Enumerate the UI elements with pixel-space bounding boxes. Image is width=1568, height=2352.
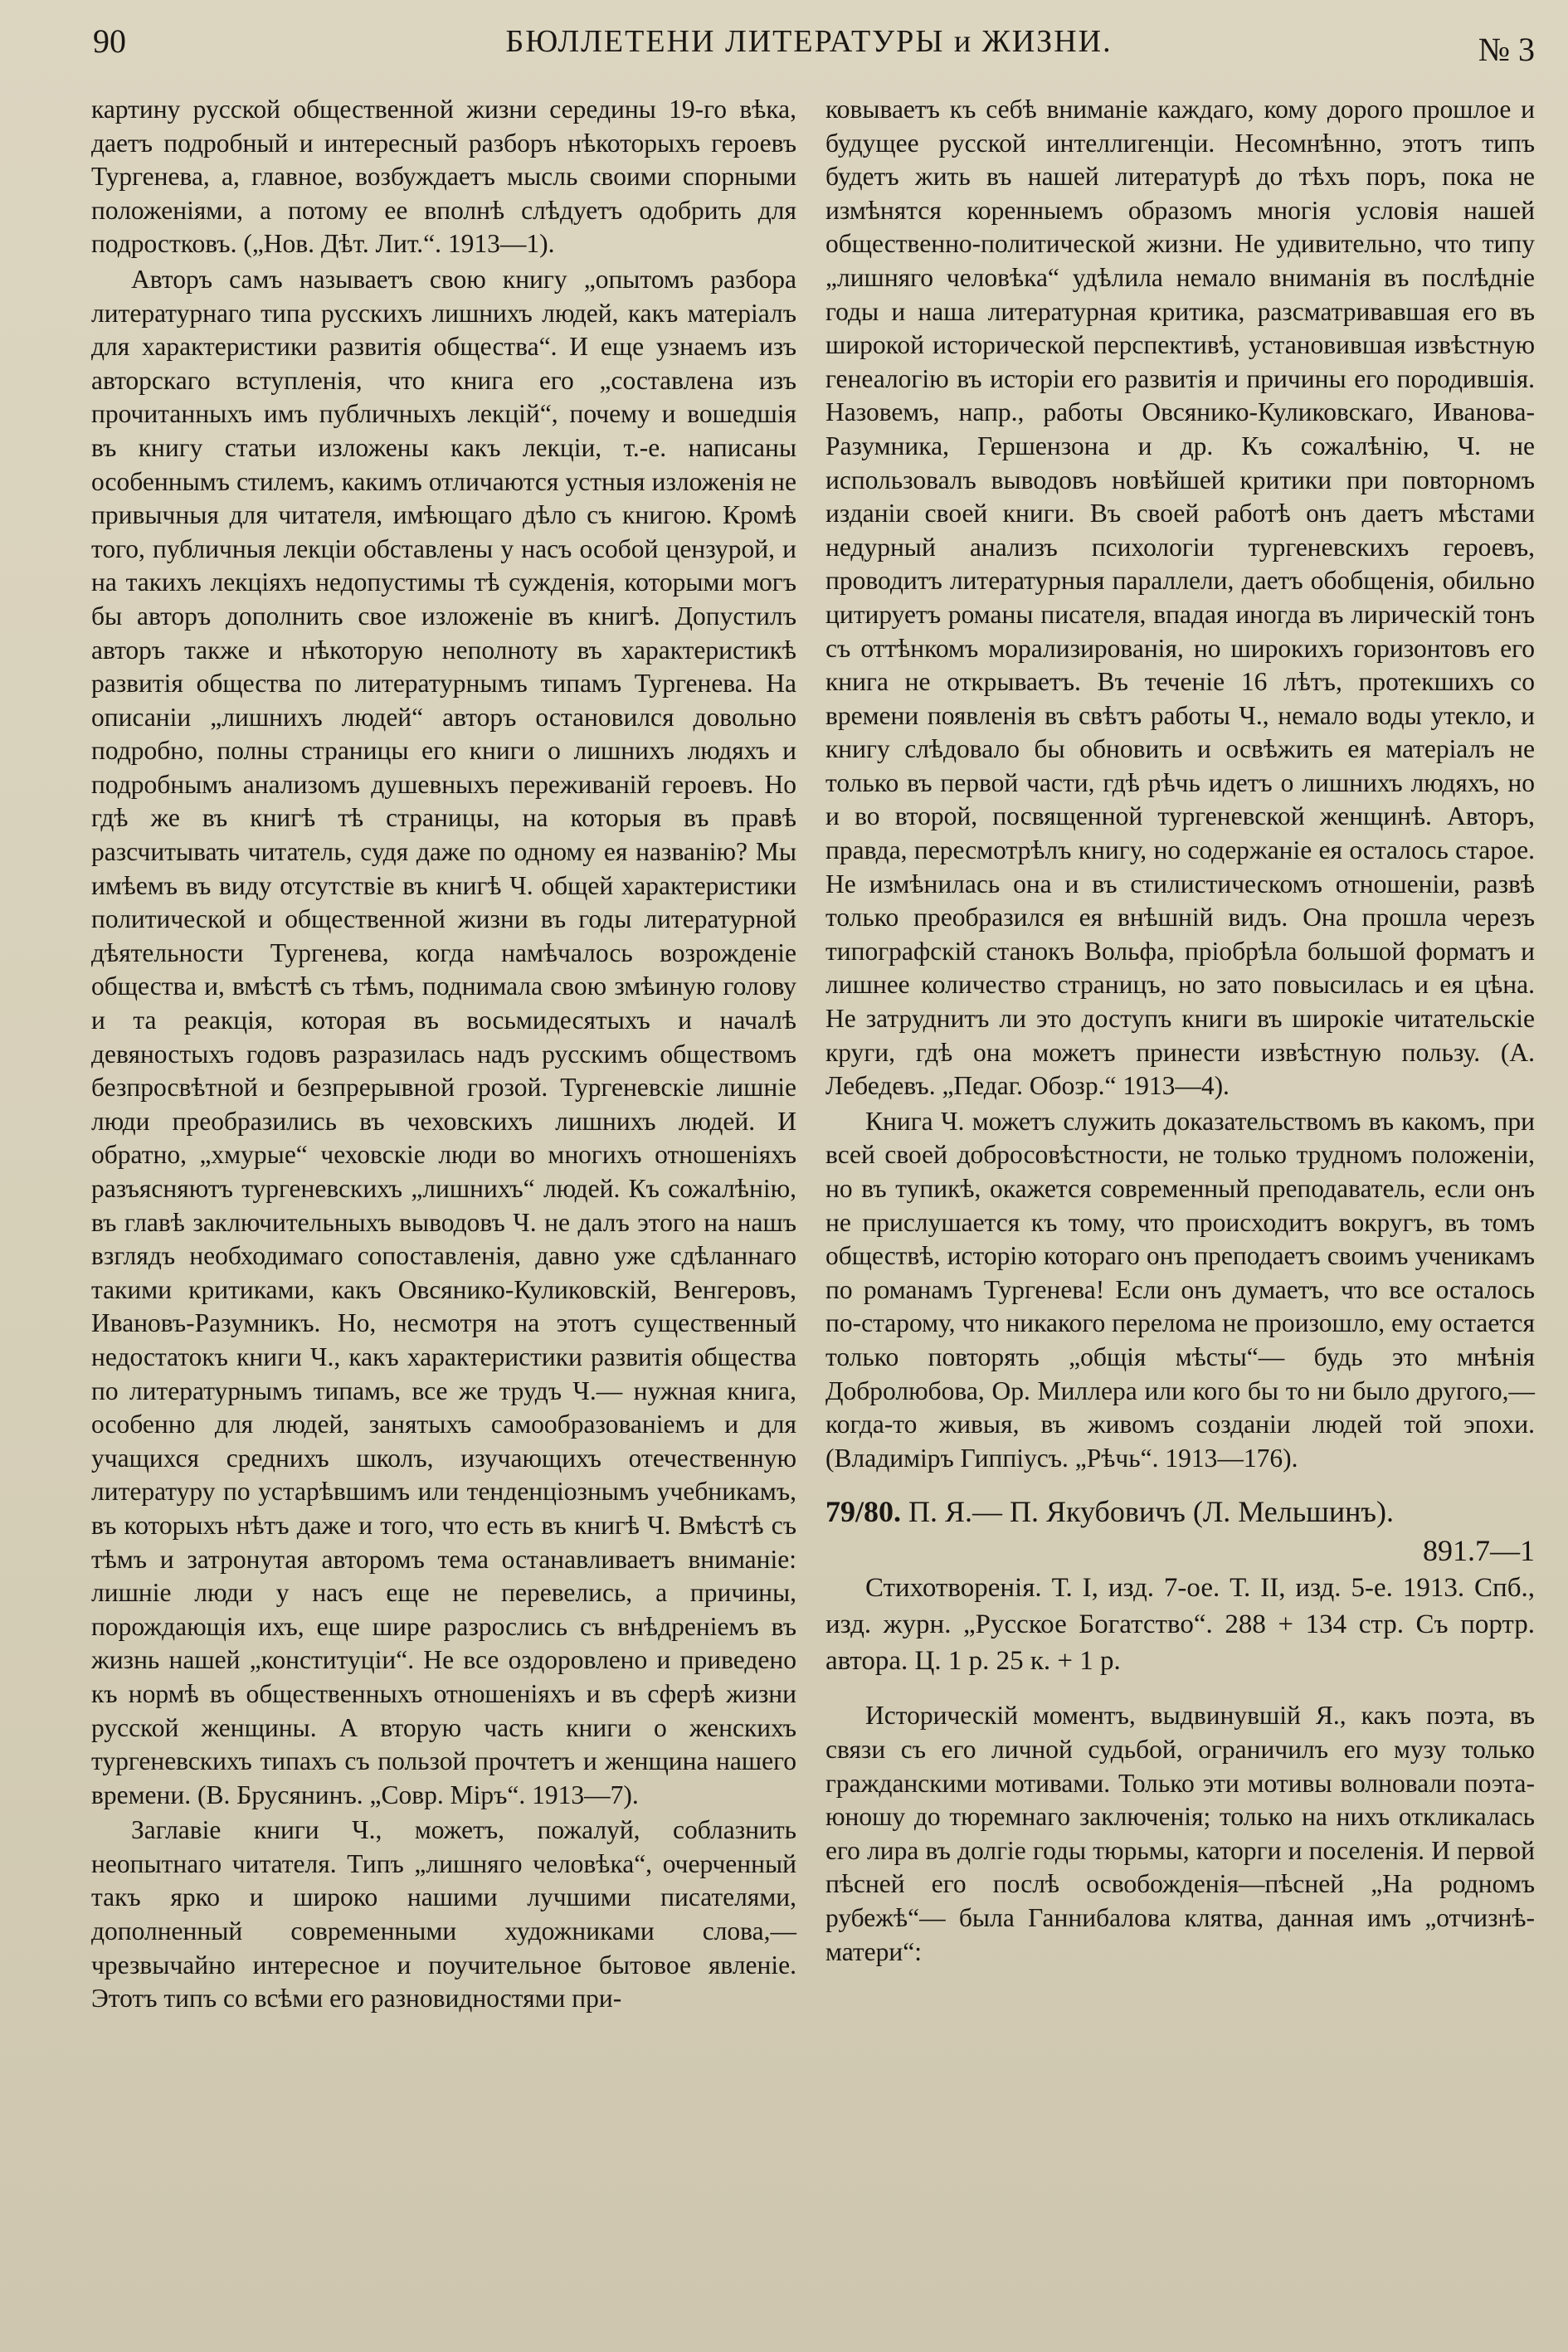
- running-title: БЮЛЛЕТЕНИ ЛИТЕРАТУРЫ и ЖИЗНИ.: [505, 24, 1113, 59]
- bibliographic-description: Стихотворенія. Т. I, изд. 7-ое. Т. II, изд. 5-е. 1913. Спб., изд. журн. „Русское Богатство“. 288 + 134 стр. Съ портр. автора. Ц. 1 р. 25 к. + 1 р.: [825, 1573, 1535, 1677]
- entry-classmark: 891.7—1: [1423, 1534, 1535, 1568]
- review-paragraph: Авторъ самъ называетъ свою книгу „опытомъ разбора литературнаго типа русскихъ лишнихъ людей, какъ матеріалъ для характеристики развитія общества“. И еще узнаемъ изъ авторскаго вступленія, что книга его „составлена изъ прочитанныхъ имъ публичныхъ лекцій“, почему и вошедшія въ книгу статьи изложены какъ лекціи, т.-е. написаны особеннымъ стилемъ, какимъ отличаются устныя изложенія не привычныя для читателя, имѣющаго дѣло съ книгою. Кромѣ того, публичныя лекціи обставлены у насъ особой цензурой, и на такихъ лекціяхъ недопустимы тѣ сужденія, которыми могъ бы авторъ дополнить свое изложеніе въ книгѣ. Допустилъ авторъ также и нѣкоторую неполноту въ характеристикѣ развитія общества по литературнымъ типамъ Тургенева. На описаніи „лишнихъ людей“ авторъ остановился довольно подробно, полны страницы его книги о лишнихъ людяхъ и подробнымъ анализомъ душевныхъ переживаній героевъ. Но гдѣ же въ книгѣ тѣ страницы, на которыя въ правѣ разсчитывать читатель, судя даже по одному ея названію? Мы имѣемъ въ виду отсутствіе въ книгѣ Ч. общей характеристики политической и общественной жизни въ годы литературной дѣятельности Тургенева, когда намѣчалось возрожденіе общества и, вмѣстѣ съ тѣмъ, поднимала свою змѣиную голову и та реакція, которая въ восьмидесятыхъ и началѣ девяностыхъ годовъ разразилась надъ русскимъ обществомъ безпросвѣтной и безпрерывной грозой. Тургеневскіе лишніе люди преобразились въ чеховскихъ лишнихъ людей. И обратно, „хмурые“ чеховскіе люди во многихъ отношеніяхъ разъясняютъ тургеневскихъ „лишнихъ“ людей. Къ сожалѣнію, въ главѣ заключительныхъ выводовъ Ч. не далъ этого на нашъ взглядъ необходимаго сопоставленія, давно уже сдѣланнаго такими критиками, какъ Овсянико-Куликовскій, Венгеровъ, Ивановъ-Разумникъ. Но, несмотря на этотъ существенный недостатокъ книги Ч., какъ характеристики развитія общества по литературнымъ типамъ, все же трудъ Ч.— нужная книга, особенно для людей, занятыхъ самообразованіемъ и для учащихся среднихъ школъ, изучающихъ отечественную литературу по устарѣвшимъ или тенденціознымъ учебникамъ, въ которыхъ нѣтъ даже и того, что есть въ книгѣ Ч. Вмѣстѣ съ тѣмъ и затронутая авторомъ тема останавливаетъ вниманіе: лишніе люди у насъ еще не перевелись, а причины, порождающія ихъ, еще шире разрослись съ внѣдреніемъ въ жизнь нашей „конституціи“. Не все оздоровлено и приведено къ нормѣ въ общественныхъ отношеніяхъ и въ сферѣ жизни русской женщины. А вторую часть книги о женскихъ тургеневскихъ типахъ съ пользой прочтетъ и женщина нашего времени. (В. Брусянинъ. „Совр. Міръ“. 1913—7).: [91, 264, 796, 1809]
- page-header: [83, 18, 1535, 68]
- entry-author: П. Я.— П. Якубовичъ (Л. Мельшинъ).: [908, 1495, 1394, 1529]
- review-paragraph: Историческій моментъ, выдвинувшій Я., какъ поэта, въ связи съ его личной судьбой, ограничилъ его музу только гражданскими мотивами. Только эти мотивы волновали поэта-юношу до тюремнаго заключенія; только на нихъ откликалась его лира въ долгіе годы тюрьмы, каторги и поселенія. И первой пѣсней его послѣ освобожденія—пѣсней „На родномъ рубежѣ“— была Ганнибалова клятва, данная имъ „отчизнѣ-матери“:: [825, 1701, 1535, 1966]
- page-number: 90: [93, 22, 126, 60]
- review-paragraph: картину русской общественной жизни середины 19-го вѣка, даетъ подробный и интересный разборъ нѣкоторыхъ героевъ Тургенева, а, главное, возбуждаетъ мысль своими спорными положеніями, а потому ее вполнѣ слѣдуетъ одобрить для подростковъ. („Нов. Дѣт. Лит.“. 1913—1).: [91, 95, 796, 259]
- right-column: [825, 93, 1535, 1969]
- bibliography-entry-heading: [825, 1492, 1535, 1531]
- review-paragraph: ковываетъ къ себѣ вниманіе каждаго, кому дорого прошлое и будущее русской интеллигенціи. Несомнѣнно, этотъ типъ будетъ жить въ нашей литературѣ до тѣхъ поръ, пока не измѣнятся коренныемъ образомъ многія условія нашей общественно-политической жизни. Не удивительно, что типу „лишняго человѣка“ удѣлила немало вниманія въ послѣдніе годы и наша литературная критика, разсматривавшая его въ широкой исторической перспективѣ, установившая извѣстную генеалогію въ исторіи его развитія и причины его породившія. Назовемъ, напр., работы Овсянико-Куликовскаго, Иванова-Разумника, Гершензона и др. Къ сожалѣнію, Ч. не использовалъ выводовъ новѣйшей критики при повторномъ изданіи своей книги. Въ своей работѣ онъ даетъ мѣстами недурный анализъ психологіи тургеневскихъ героевъ, проводитъ литературныя параллели, даетъ обобщенія, обильно цитируетъ романы писателя, впадая иногда въ лирическій тонъ съ оттѣнкомъ морализированія, но широкихъ горизонтовъ его книга не открываетъ. Въ теченіе 16 лѣтъ, протекшихъ со времени появленія въ свѣтъ работы Ч., немало воды утекло, и книгу слѣдовало бы обновить и освѣжить ея матеріалъ не только въ первой части, гдѣ рѣчь идетъ о лишнихъ людяхъ, но и во второй, посвященной тургеневской женщинѣ. Авторъ, правда, пересмотрѣлъ книгу, но содержаніе ея осталось старое. Не измѣнилась она и въ стилистическомъ отношеніи, развѣ только преобразился ея внѣшній видъ. Она прошла черезъ типографскій станокъ Вольфа, пріобрѣла большой форматъ и лишнее количество страницъ, но зато повысилась и ея цѣна. Не затруднитъ ли это доступъ книги въ широкіе читательскіе круги, гдѣ она можетъ принести извѣстную пользу. (А. Лебедевъ. „Педаг. Обозр.“ 1913—4).: [825, 95, 1535, 1101]
- issue-number: № 3: [1478, 31, 1535, 68]
- review-paragraph: Заглавіе книги Ч., можетъ, пожалуй, соблазнить неопытнаго читателя. Типъ „лишняго человѣка“, очерченный такъ ярко и широко нашими лучшими писателями, дополненный современными художниками слова,— чрезвычайно интересное и поучительное бытовое явленіе. Этотъ типъ со всѣми его разновидностями при-: [91, 1815, 796, 2014]
- left-column: [91, 93, 796, 2016]
- entry-number: 79/80.: [825, 1495, 902, 1529]
- review-paragraph: Книга Ч. можетъ служить доказательствомъ въ какомъ, при всей своей добросовѣстности, не только трудномъ положеніи, но въ тупикѣ, окажется современный преподаватель, если онъ не прислушается къ тому, что происходитъ вокругъ, въ томъ обществѣ, исторію котораго онъ преподаетъ своимъ ученикамъ по романамъ Тургенева! Если онъ думаетъ, что все осталось по-старому, что никакого перелома не произошло, ему остается только повторять „общія мѣсты“— будь это мнѣнія Добролюбова, Ор. Миллера или кого бы то ни было другого,— когда-то живыя, въ живомъ созданіи людей той эпохи. (Владиміръ Гиппіусъ. „Рѣчь“. 1913—176).: [825, 1106, 1535, 1473]
